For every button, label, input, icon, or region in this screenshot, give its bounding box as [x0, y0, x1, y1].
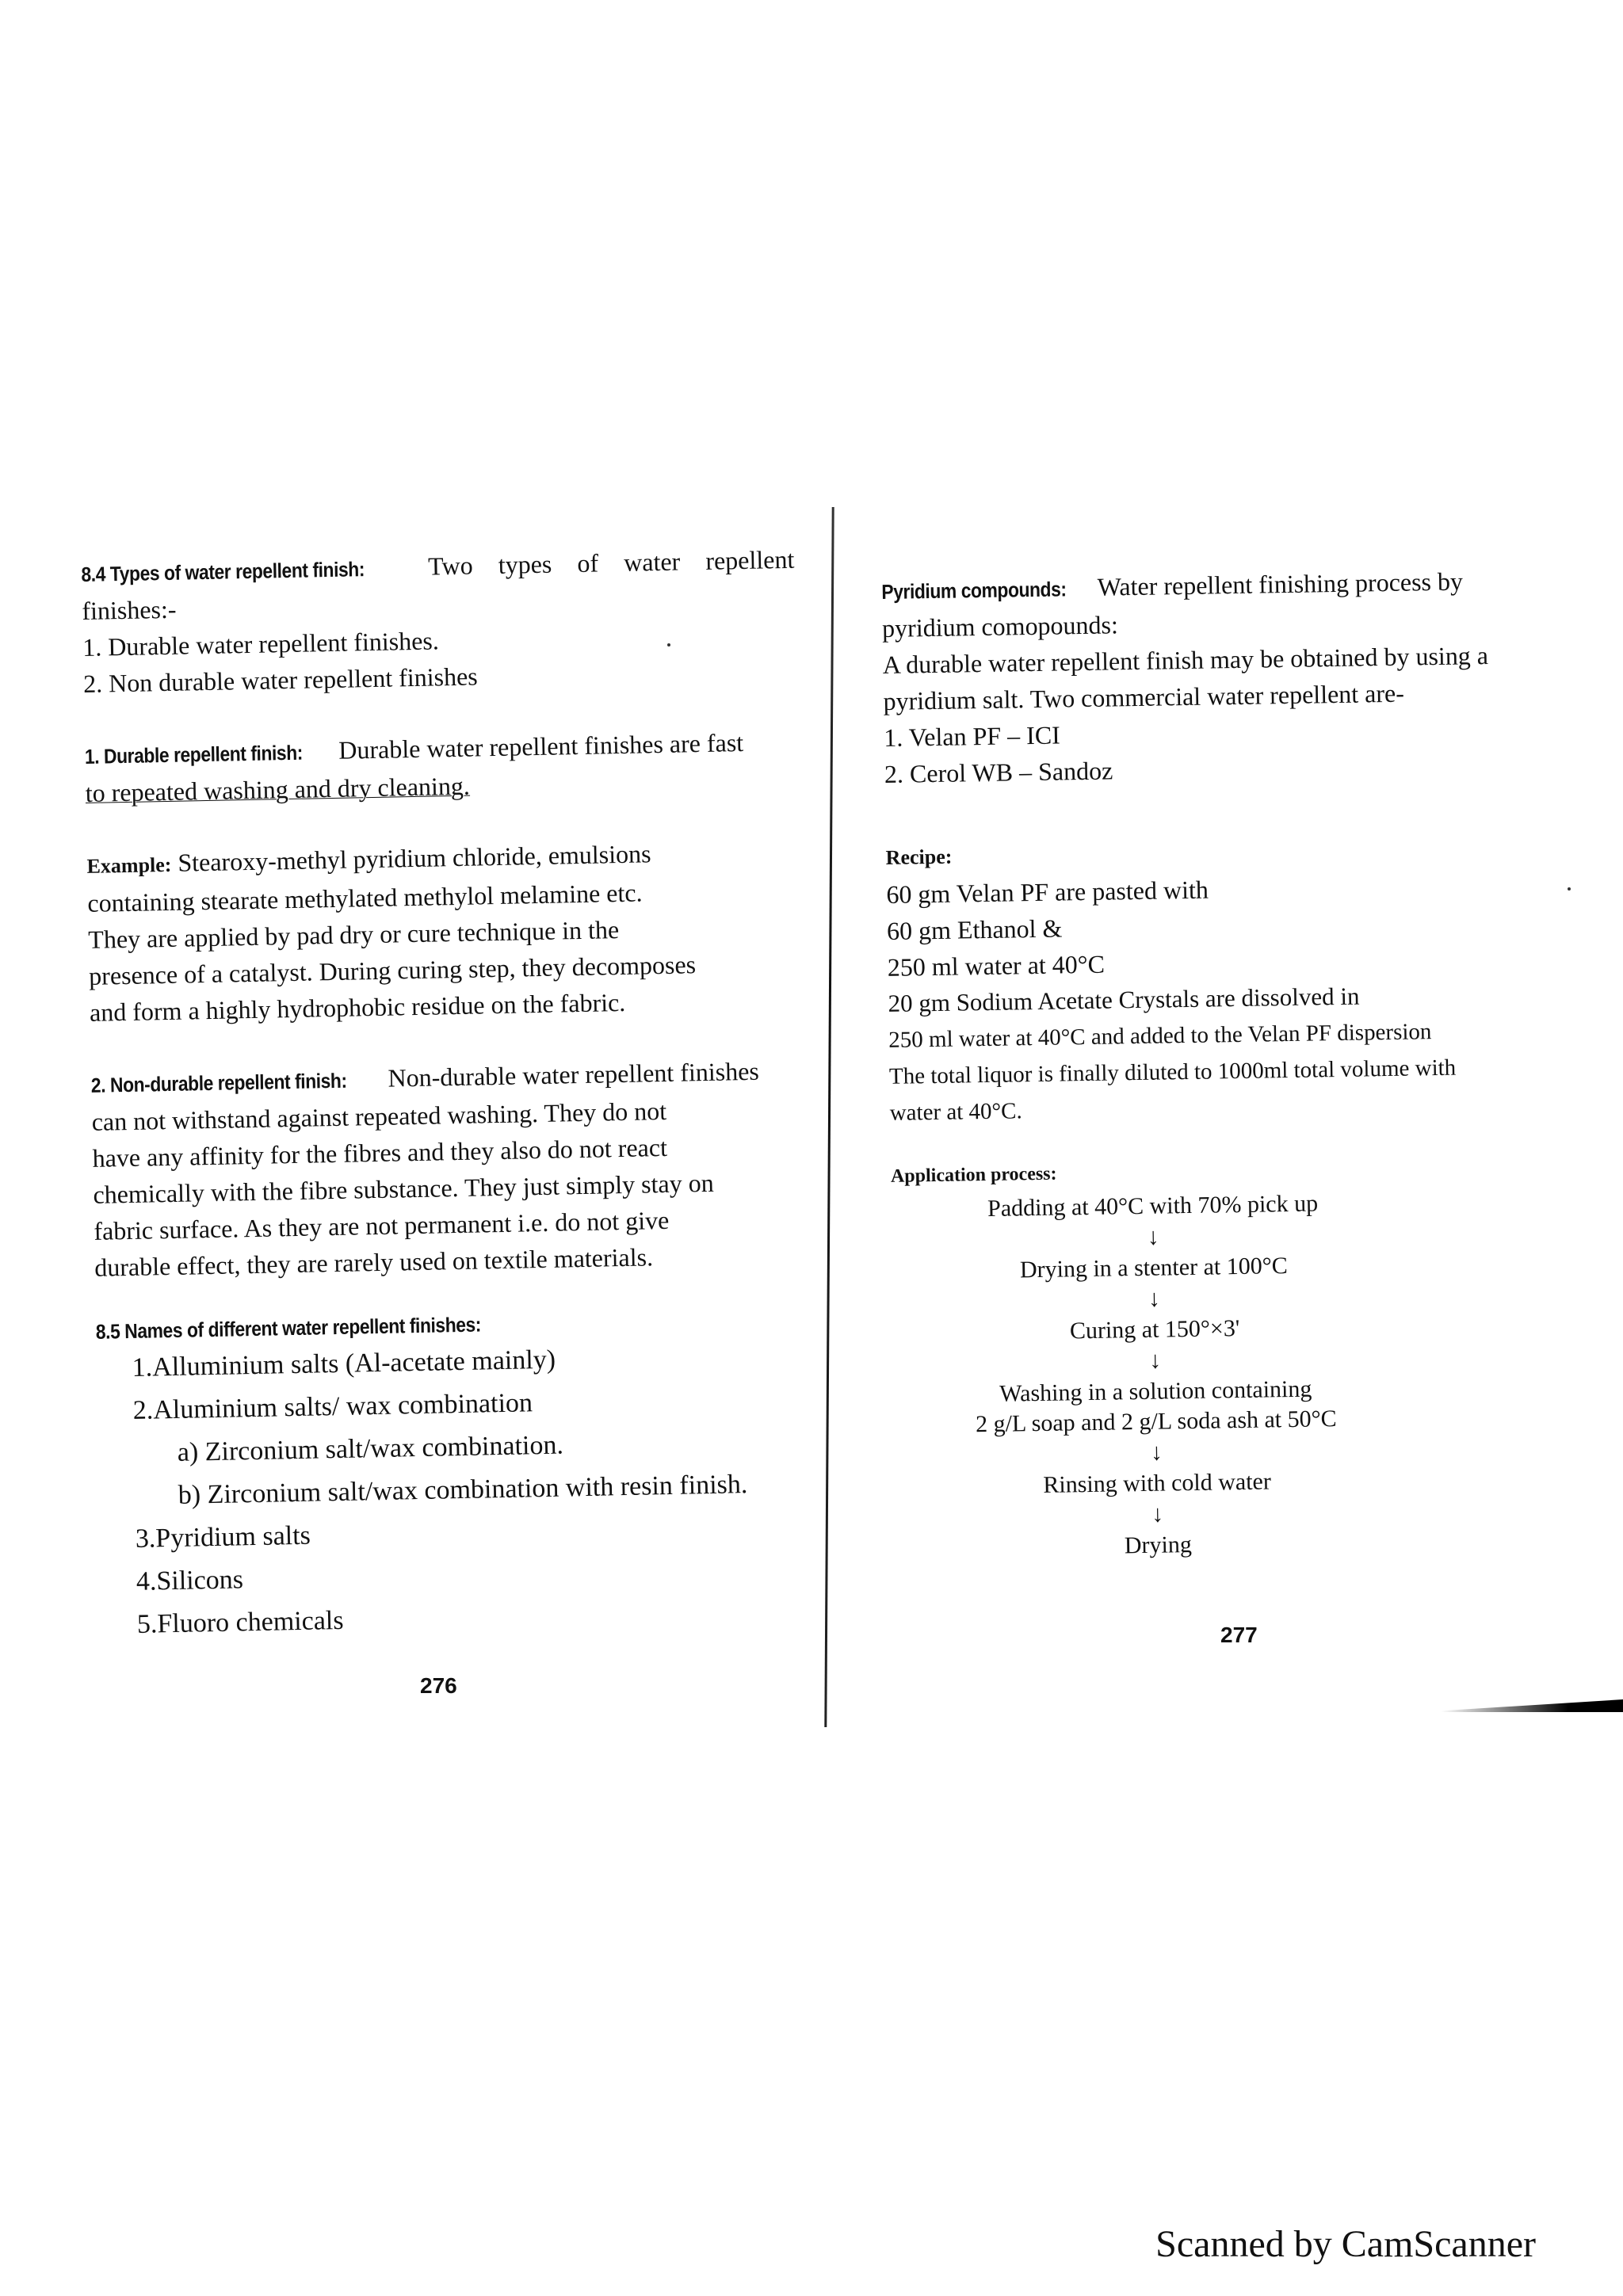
- right-page: [881, 561, 1579, 1564]
- scanner-watermark: Scanned by CamScanner: [1155, 2223, 1536, 2265]
- list-item: b) Zirconium salt/wax combination with resin finish.: [178, 1470, 748, 1510]
- list-item: 3.Pyridium salts: [135, 1520, 311, 1554]
- down-arrow-icon: ↓: [1147, 1223, 1159, 1250]
- paragraph-line: A durable water repellent finish may be obtained by using a: [882, 640, 1489, 679]
- down-arrow-icon: ↓: [1148, 1285, 1161, 1312]
- down-arrow-icon: ↓: [1148, 1347, 1162, 1374]
- paragraph-line: can not withstand against repeated washing. They do not: [91, 1096, 667, 1136]
- paragraph-line: They are applied by pad dry or cure technique in the: [87, 915, 620, 954]
- paragraph-line: Water repellent finishing process by: [1097, 566, 1464, 601]
- recipe-section: [885, 829, 1571, 1131]
- process-step: Drying: [1124, 1531, 1193, 1559]
- process-step: 2 g/L soap and 2 g/L soda ash at 50°C: [975, 1405, 1337, 1438]
- recipe-line: The total liquor is finally diluted to 1000ml total volume with: [888, 1055, 1457, 1089]
- list-item: 5.Fluoro chemicals: [136, 1605, 344, 1639]
- section-8-4: [81, 541, 796, 702]
- example-paragraph: [86, 833, 803, 1031]
- book-spine-divider: [824, 507, 834, 1727]
- list-item: 1. Velan PF – ICI: [884, 720, 1061, 752]
- paragraph-line: containing stearate methylated methylol melamine etc.: [87, 878, 643, 917]
- nondurable-finish-paragraph: [90, 1052, 808, 1286]
- list-item: 2.Aluminium salts/ wax combination: [132, 1388, 533, 1425]
- list-item: a) Zirconium salt/wax combination.: [177, 1430, 564, 1467]
- pyridium-paragraph: [881, 561, 1566, 791]
- left-page: [81, 541, 815, 1647]
- process-step: Washing in a solution containing: [999, 1375, 1312, 1407]
- page-number-left: 276: [420, 1673, 457, 1698]
- paragraph-line: presence of a catalyst. During curing step, they decomposes: [88, 950, 697, 990]
- process-step: Drying in a stenter at 100°C: [1019, 1253, 1288, 1283]
- recipe-line: 20 gm Sodium Acetate Crystals are dissolved in: [888, 982, 1360, 1017]
- paragraph-line: Non-durable water repellent finishes: [388, 1056, 760, 1093]
- paragraph-line: Stearoxy-methyl pyridium chloride, emulsions: [178, 839, 651, 877]
- section-8-4-heading: 8.4 Types of water repellent finish:: [81, 557, 365, 586]
- page-number-right: 277: [1220, 1623, 1258, 1647]
- finish-names-list: [96, 1334, 815, 1647]
- paragraph-line: pyridium comopounds:: [881, 610, 1119, 643]
- paragraph-line: fabric surface. As they are not permanent i.e. do not give: [94, 1205, 670, 1245]
- recipe-line: water at 40°C.: [889, 1098, 1022, 1126]
- list-item: 2. Cerol WB – Sandoz: [884, 756, 1113, 788]
- paragraph-line: Durable water repellent finishes are fast: [338, 727, 744, 765]
- process-step: Padding at 40°C with 70% pick up: [987, 1190, 1319, 1222]
- page-edge-shadow: [1441, 1699, 1623, 1712]
- paragraph-line: and form a highly hydrophobic residue on the fabric.: [89, 987, 626, 1027]
- section-8-4-intro: Two types of water repellent finishes:-: [82, 544, 795, 625]
- paragraph-line: to repeated washing and dry cleaning.: [85, 771, 471, 807]
- down-arrow-icon: ↓: [1150, 1439, 1163, 1466]
- section-8-5-heading: 8.5 Names of different water repellent finishes:: [95, 1312, 482, 1344]
- section-8-5: [95, 1302, 815, 1647]
- process-step: Curing at 150°×3': [1069, 1315, 1240, 1344]
- recipe-heading: Recipe:: [885, 845, 953, 869]
- list-item: 2. Non durable water repellent finishes: [82, 662, 478, 698]
- recipe-line: 250 ml water at 40°C and added to the Velan PF dispersion: [888, 1019, 1432, 1053]
- application-heading: Application process:: [890, 1163, 1057, 1187]
- process-step: Rinsing with cold water: [1043, 1468, 1272, 1498]
- list-item: 1. Durable water repellent finishes.: [82, 626, 440, 662]
- paragraph-line: have any affinity for the fibres and they also do not react: [92, 1132, 668, 1173]
- application-process: [891, 1155, 1579, 1564]
- down-arrow-icon: ↓: [1151, 1501, 1164, 1527]
- recipe-line: 60 gm Velan PF are pasted with: [886, 875, 1209, 909]
- pyridium-heading: Pyridium compounds:: [881, 577, 1067, 604]
- paragraph-line: chemically with the fibre substance. They just simply stay on: [93, 1168, 714, 1209]
- durable-finish-paragraph: [84, 723, 799, 811]
- paragraph-line: pyridium salt. Two commercial water repellent are-: [883, 678, 1405, 715]
- list-item: 1.Alluminium salts (Al-acetate mainly): [132, 1344, 556, 1383]
- speck: [1568, 887, 1571, 891]
- durable-finish-heading: 1. Durable repellent finish:: [84, 740, 304, 769]
- recipe-line: 250 ml water at 40°C: [887, 949, 1106, 982]
- paragraph-line: durable effect, they are rarely used on textile materials.: [94, 1242, 654, 1282]
- list-item: 4.Silicons: [136, 1565, 244, 1596]
- recipe-line: 60 gm Ethanol &: [886, 913, 1063, 945]
- process-flowchart: [907, 1188, 1403, 1565]
- nondurable-finish-heading: 2. Non-durable repellent finish:: [90, 1068, 347, 1097]
- example-label: Example:: [86, 852, 172, 878]
